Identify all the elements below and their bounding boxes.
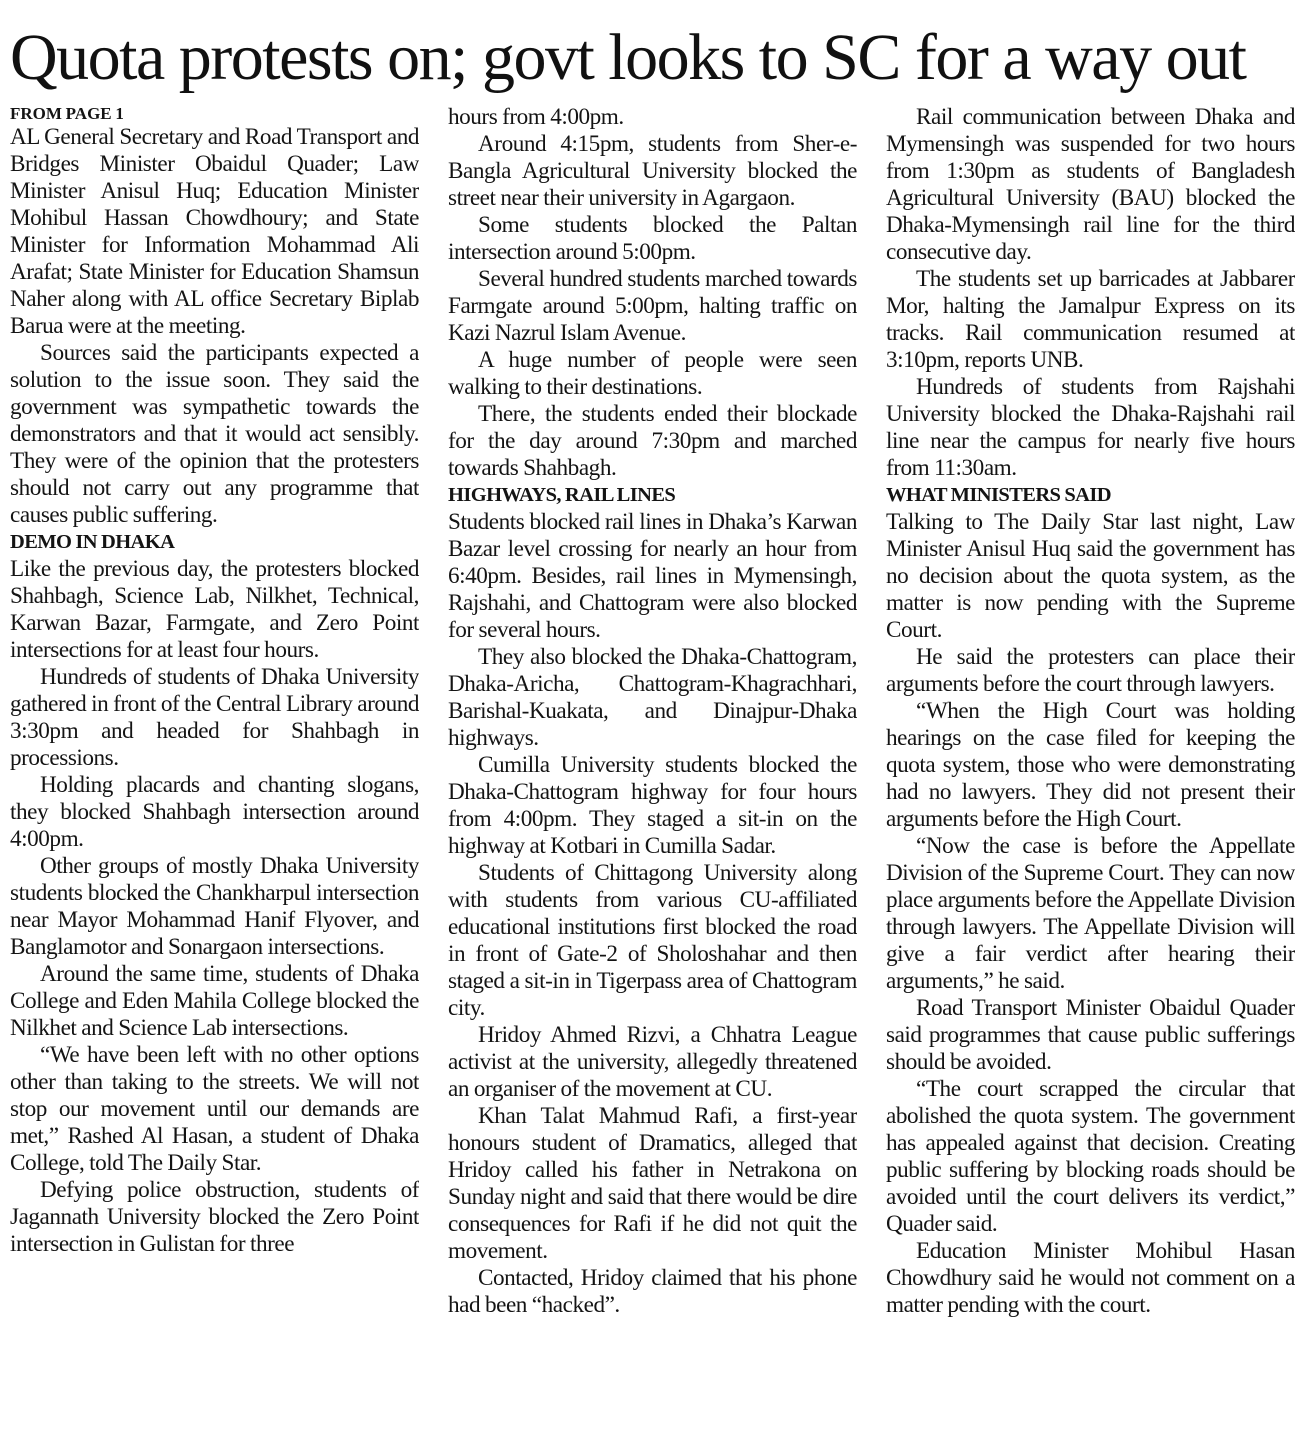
subheading: WHAT MINISTERS SAID <box>886 484 1111 506</box>
paragraph: “When the High Court was holding hearings on the case filed for keeping the quota system, those who were demonstrating had no lawyers. They did not present their arguments before the High Court. <box>886 698 1295 832</box>
article-column-3 <box>886 104 1295 1319</box>
paragraph: Around the same time, students of Dhaka College and Eden Mahila College blocked the Nilkhet and Science Lab intersections. <box>10 961 419 1041</box>
paragraph: Road Transport Minister Obaidul Quader said programmes that cause public sufferings should be avoided. <box>886 995 1295 1075</box>
headline: Quota protests on; govt looks to SC for a way out <box>10 21 1246 94</box>
paragraph: Hundreds of students from Rajshahi University blocked the Dhaka-Rajshahi rail line near the campus for nearly five hours from 11:30am. <box>886 374 1295 481</box>
paragraph: hours from 4:00pm. <box>448 104 624 130</box>
paragraph: Some students blocked the Paltan intersection around 5:00pm. <box>448 212 857 265</box>
paragraph: A huge number of people were seen walking to their destinations. <box>448 347 857 400</box>
subheading: HIGHWAYS, RAIL LINES <box>448 484 676 506</box>
paragraph: He said the protesters can place their arguments before the court through lawyers. <box>886 644 1295 697</box>
article-column-2 <box>448 104 857 1319</box>
paragraph: “Now the case is before the Appellate Division of the Supreme Court. They can now place arguments before the Appellate Division through lawyers. The Appellate Division will give a fair verdict after hearing their arguments,” he said. <box>886 833 1295 994</box>
paragraph: Rail communication between Dhaka and Mymensingh was suspended for two hours from 1:30pm as students of Bangladesh Agricultural University (BAU) blocked the Dhaka-Mymensingh rail line for the third consecutive day. <box>886 104 1295 265</box>
paragraph: Hundreds of students of Dhaka University gathered in front of the Central Library around 3:30pm and headed for Shahbagh in processions. <box>10 664 419 771</box>
paragraph: They also blocked the Dhaka-Chattogram, Dhaka-Aricha, Chattogram-Khagrachhari, Barishal-Kuakata, and Dinajpur-Dhaka highways. <box>448 644 857 751</box>
paragraph: AL General Secretary and Road Transport and Bridges Minister Obaidul Quader; Law Minister Anisul Huq; Education Minister Mohibul Hassan Chowdhoury; and State Minister for Information Mohammad Ali Arafat; State Minister for Education Shamsun Naher along with AL office Secretary Biplab Barua were at the meeting. <box>10 124 419 339</box>
article-column-1 <box>10 104 419 1258</box>
paragraph: “The court scrapped the circular that abolished the quota system. The government has appealed against that decision. Creating public suffering by blocking roads should be avoided until the court delivers its verdict,” Quader said. <box>886 1076 1295 1237</box>
paragraph: Hridoy Ahmed Rizvi, a Chhatra League activist at the university, allegedly threatened an organiser of the movement at CU. <box>448 1022 857 1102</box>
paragraph: Holding placards and chanting slogans, they blocked Shahbagh intersection around 4:00pm. <box>10 772 419 852</box>
paragraph: Students of Chittagong University along with students from various CU-affiliated educational institutions first blocked the road in front of Gate-2 of Sholoshahar and then staged a sit-in in Tigerpass area of Chattogram city. <box>448 860 857 1021</box>
paragraph: Defying police obstruction, students of Jagannath University blocked the Zero Point intersection in Gulistan for three <box>10 1177 419 1257</box>
paragraph: Cumilla University students blocked the Dhaka-Chattogram highway for four hours from 4:00pm. They staged a sit-in on the highway at Kotbari in Cumilla Sadar. <box>448 752 857 859</box>
paragraph: The students set up barricades at Jabbarer Mor, halting the Jamalpur Express on its tracks. Rail communication resumed at 3:10pm, reports UNB. <box>886 266 1295 373</box>
paragraph: There, the students ended their blockade for the day around 7:30pm and marched towards Shahbagh. <box>448 401 857 481</box>
paragraph: “We have been left with no other options other than taking to the streets. We will not stop our movement until our demands are met,” Rashed Al Hasan, a student of Dhaka College, told The Daily Star. <box>10 1042 419 1176</box>
paragraph: Education Minister Mohibul Hasan Chowdhury said he would not comment on a matter pending with the court. <box>886 1238 1295 1318</box>
paragraph: Around 4:15pm, students from Sher-e-Bangla Agricultural University blocked the street near their university in Agargaon. <box>448 131 857 211</box>
continuation-kicker: FROM PAGE 1 <box>10 104 124 123</box>
paragraph: Several hundred students marched towards Farmgate around 5:00pm, halting traffic on Kazi Nazrul Islam Avenue. <box>448 266 857 346</box>
paragraph: Contacted, Hridoy claimed that his phone had been “hacked”. <box>448 1265 857 1318</box>
subheading: DEMO IN DHAKA <box>10 531 175 553</box>
paragraph: Students blocked rail lines in Dhaka’s Karwan Bazar level crossing for nearly an hour from 6:40pm. Besides, rail lines in Mymensingh, Rajshahi, and Chattogram were also blocked for several hours. <box>448 509 857 643</box>
paragraph: Other groups of mostly Dhaka University students blocked the Chankharpul intersection near Mayor Mohammad Hanif Flyover, and Banglamotor and Sonargaon intersections. <box>10 853 419 960</box>
paragraph: Khan Talat Mahmud Rafi, a first-year honours student of Dramatics, alleged that Hridoy called his father in Netrakona on Sunday night and said that there would be dire consequences for Rafi if he did not quit the movement. <box>448 1103 857 1264</box>
paragraph: Sources said the participants expected a solution to the issue soon. They said the government was sympathetic towards the demonstrators and that it would act sensibly. They were of the opinion that the protesters should not carry out any programme that causes public suffering. <box>10 340 419 528</box>
paragraph: Talking to The Daily Star last night, Law Minister Anisul Huq said the government has no decision about the quota system, as the matter is now pending with the Supreme Court. <box>886 509 1295 643</box>
paragraph: Like the previous day, the protesters blocked Shahbagh, Science Lab, Nilkhet, Technical, Karwan Bazar, Farmgate, and Zero Point intersections for at least four hours. <box>10 556 419 663</box>
